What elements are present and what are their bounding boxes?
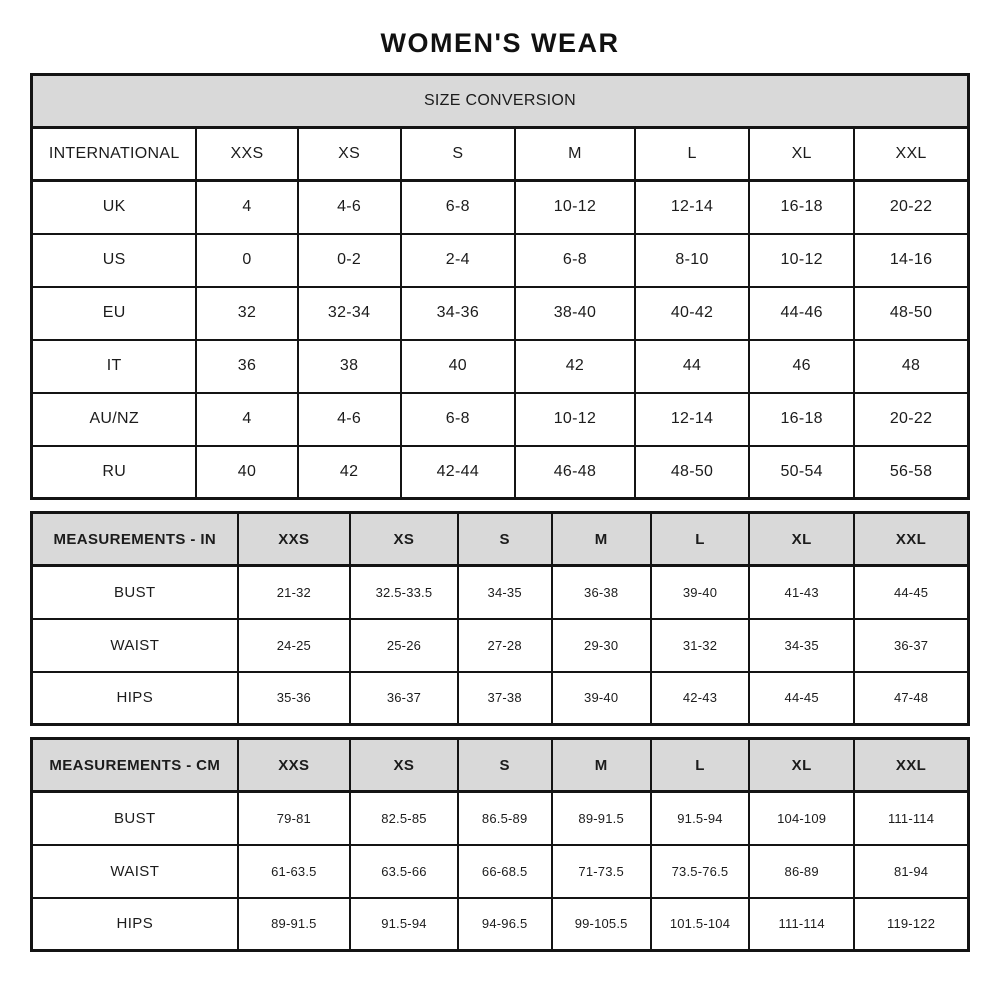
- column-header: S: [401, 128, 515, 181]
- table-banner: SIZE CONVERSION: [32, 75, 969, 128]
- cell-value: 35-36: [238, 672, 350, 725]
- page-title: WOMEN'S WEAR: [380, 28, 620, 58]
- cell-value: 32-34: [298, 287, 401, 340]
- cell-value: 71-73.5: [552, 845, 651, 898]
- cell-value: 36-37: [350, 672, 458, 725]
- table-row: [32, 898, 969, 951]
- table-row: [32, 181, 969, 234]
- cell-value: 104-109: [749, 792, 854, 845]
- cell-value: 50-54: [749, 446, 854, 499]
- cell-value: 4: [196, 181, 297, 234]
- cell-value: 99-105.5: [552, 898, 651, 951]
- cell-value: 32: [196, 287, 297, 340]
- cell-value: 46: [749, 340, 854, 393]
- cell-value: 66-68.5: [458, 845, 552, 898]
- cell-value: 2-4: [401, 234, 515, 287]
- column-header: M: [515, 128, 635, 181]
- row-label: WAIST: [32, 619, 238, 672]
- cell-value: 47-48: [854, 672, 968, 725]
- cell-value: 4-6: [298, 393, 401, 446]
- cell-value: 12-14: [635, 181, 749, 234]
- column-header: XL: [749, 739, 854, 792]
- cell-value: 0-2: [298, 234, 401, 287]
- row-label: HIPS: [32, 672, 238, 725]
- cell-value: 6-8: [515, 234, 635, 287]
- cell-value: 111-114: [854, 792, 968, 845]
- cell-value: 8-10: [635, 234, 749, 287]
- cell-value: 40-42: [635, 287, 749, 340]
- row-label: EU: [32, 287, 197, 340]
- column-header: XS: [350, 513, 458, 566]
- row-label: US: [32, 234, 197, 287]
- column-header: MEASUREMENTS - IN: [32, 513, 238, 566]
- column-header: L: [635, 128, 749, 181]
- cell-value: 4: [196, 393, 297, 446]
- cell-value: 16-18: [749, 181, 854, 234]
- cell-value: 41-43: [749, 566, 854, 619]
- table-row: [32, 287, 969, 340]
- column-header: M: [552, 739, 651, 792]
- column-header: XXS: [196, 128, 297, 181]
- column-header: XL: [749, 128, 854, 181]
- cell-value: 44-45: [854, 566, 968, 619]
- cell-value: 37-38: [458, 672, 552, 725]
- cell-value: 111-114: [749, 898, 854, 951]
- cell-value: 24-25: [238, 619, 350, 672]
- cell-value: 42-44: [401, 446, 515, 499]
- cell-value: 20-22: [854, 181, 968, 234]
- cell-value: 61-63.5: [238, 845, 350, 898]
- column-header: M: [552, 513, 651, 566]
- cell-value: 94-96.5: [458, 898, 552, 951]
- column-header: XS: [350, 739, 458, 792]
- column-header: XXS: [238, 513, 350, 566]
- column-header: MEASUREMENTS - CM: [32, 739, 238, 792]
- cell-value: 21-32: [238, 566, 350, 619]
- size-conversion-table: [30, 73, 970, 500]
- row-label: HIPS: [32, 898, 238, 951]
- cell-value: 44-46: [749, 287, 854, 340]
- column-header: XXL: [854, 739, 968, 792]
- table-row: [32, 672, 969, 725]
- cell-value: 42: [515, 340, 635, 393]
- cell-value: 16-18: [749, 393, 854, 446]
- column-header: XL: [749, 513, 854, 566]
- column-header: L: [651, 739, 749, 792]
- cell-value: 38: [298, 340, 401, 393]
- row-label: IT: [32, 340, 197, 393]
- row-label: BUST: [32, 792, 238, 845]
- cell-value: 31-32: [651, 619, 749, 672]
- header-row: [32, 739, 969, 792]
- table-row: [32, 446, 969, 499]
- cell-value: 86-89: [749, 845, 854, 898]
- cell-value: 81-94: [854, 845, 968, 898]
- cell-value: 46-48: [515, 446, 635, 499]
- cell-value: 6-8: [401, 393, 515, 446]
- header-row: [32, 128, 969, 181]
- column-header: XXL: [854, 128, 968, 181]
- row-label: AU/NZ: [32, 393, 197, 446]
- cell-value: 48: [854, 340, 968, 393]
- cell-value: 25-26: [350, 619, 458, 672]
- cell-value: 91.5-94: [350, 898, 458, 951]
- table-row: [32, 234, 969, 287]
- cell-value: 27-28: [458, 619, 552, 672]
- row-label: WAIST: [32, 845, 238, 898]
- cell-value: 40: [401, 340, 515, 393]
- cell-value: 39-40: [552, 672, 651, 725]
- column-header: XS: [298, 128, 401, 181]
- column-header: INTERNATIONAL: [32, 128, 197, 181]
- cell-value: 0: [196, 234, 297, 287]
- cell-value: 48-50: [854, 287, 968, 340]
- table-row: [32, 393, 969, 446]
- table-row: [32, 845, 969, 898]
- cell-value: 20-22: [854, 393, 968, 446]
- table-row: [32, 566, 969, 619]
- cell-value: 10-12: [515, 181, 635, 234]
- cell-value: 36-37: [854, 619, 968, 672]
- cell-value: 38-40: [515, 287, 635, 340]
- table-row: [32, 340, 969, 393]
- cell-value: 89-91.5: [552, 792, 651, 845]
- cell-value: 10-12: [515, 393, 635, 446]
- table-row: [32, 619, 969, 672]
- cell-value: 14-16: [854, 234, 968, 287]
- measurements-cm-table: [30, 737, 970, 952]
- column-header: L: [651, 513, 749, 566]
- column-header: S: [458, 739, 552, 792]
- table-row: [32, 792, 969, 845]
- row-label: RU: [32, 446, 197, 499]
- cell-value: 29-30: [552, 619, 651, 672]
- cell-value: 36-38: [552, 566, 651, 619]
- cell-value: 48-50: [635, 446, 749, 499]
- cell-value: 6-8: [401, 181, 515, 234]
- row-label: BUST: [32, 566, 238, 619]
- cell-value: 42-43: [651, 672, 749, 725]
- column-header: XXS: [238, 739, 350, 792]
- cell-value: 56-58: [854, 446, 968, 499]
- cell-value: 73.5-76.5: [651, 845, 749, 898]
- cell-value: 86.5-89: [458, 792, 552, 845]
- measurements-in-table: [30, 511, 970, 726]
- banner-row: [32, 75, 969, 128]
- cell-value: 32.5-33.5: [350, 566, 458, 619]
- column-header: S: [458, 513, 552, 566]
- column-header: XXL: [854, 513, 968, 566]
- cell-value: 91.5-94: [651, 792, 749, 845]
- cell-value: 42: [298, 446, 401, 499]
- cell-value: 39-40: [651, 566, 749, 619]
- cell-value: 36: [196, 340, 297, 393]
- cell-value: 44: [635, 340, 749, 393]
- row-label: UK: [32, 181, 197, 234]
- cell-value: 10-12: [749, 234, 854, 287]
- cell-value: 34-35: [458, 566, 552, 619]
- cell-value: 89-91.5: [238, 898, 350, 951]
- cell-value: 12-14: [635, 393, 749, 446]
- cell-value: 101.5-104: [651, 898, 749, 951]
- cell-value: 34-35: [749, 619, 854, 672]
- cell-value: 4-6: [298, 181, 401, 234]
- cell-value: 34-36: [401, 287, 515, 340]
- cell-value: 63.5-66: [350, 845, 458, 898]
- cell-value: 44-45: [749, 672, 854, 725]
- cell-value: 82.5-85: [350, 792, 458, 845]
- header-row: [32, 513, 969, 566]
- cell-value: 40: [196, 446, 297, 499]
- cell-value: 79-81: [238, 792, 350, 845]
- cell-value: 119-122: [854, 898, 968, 951]
